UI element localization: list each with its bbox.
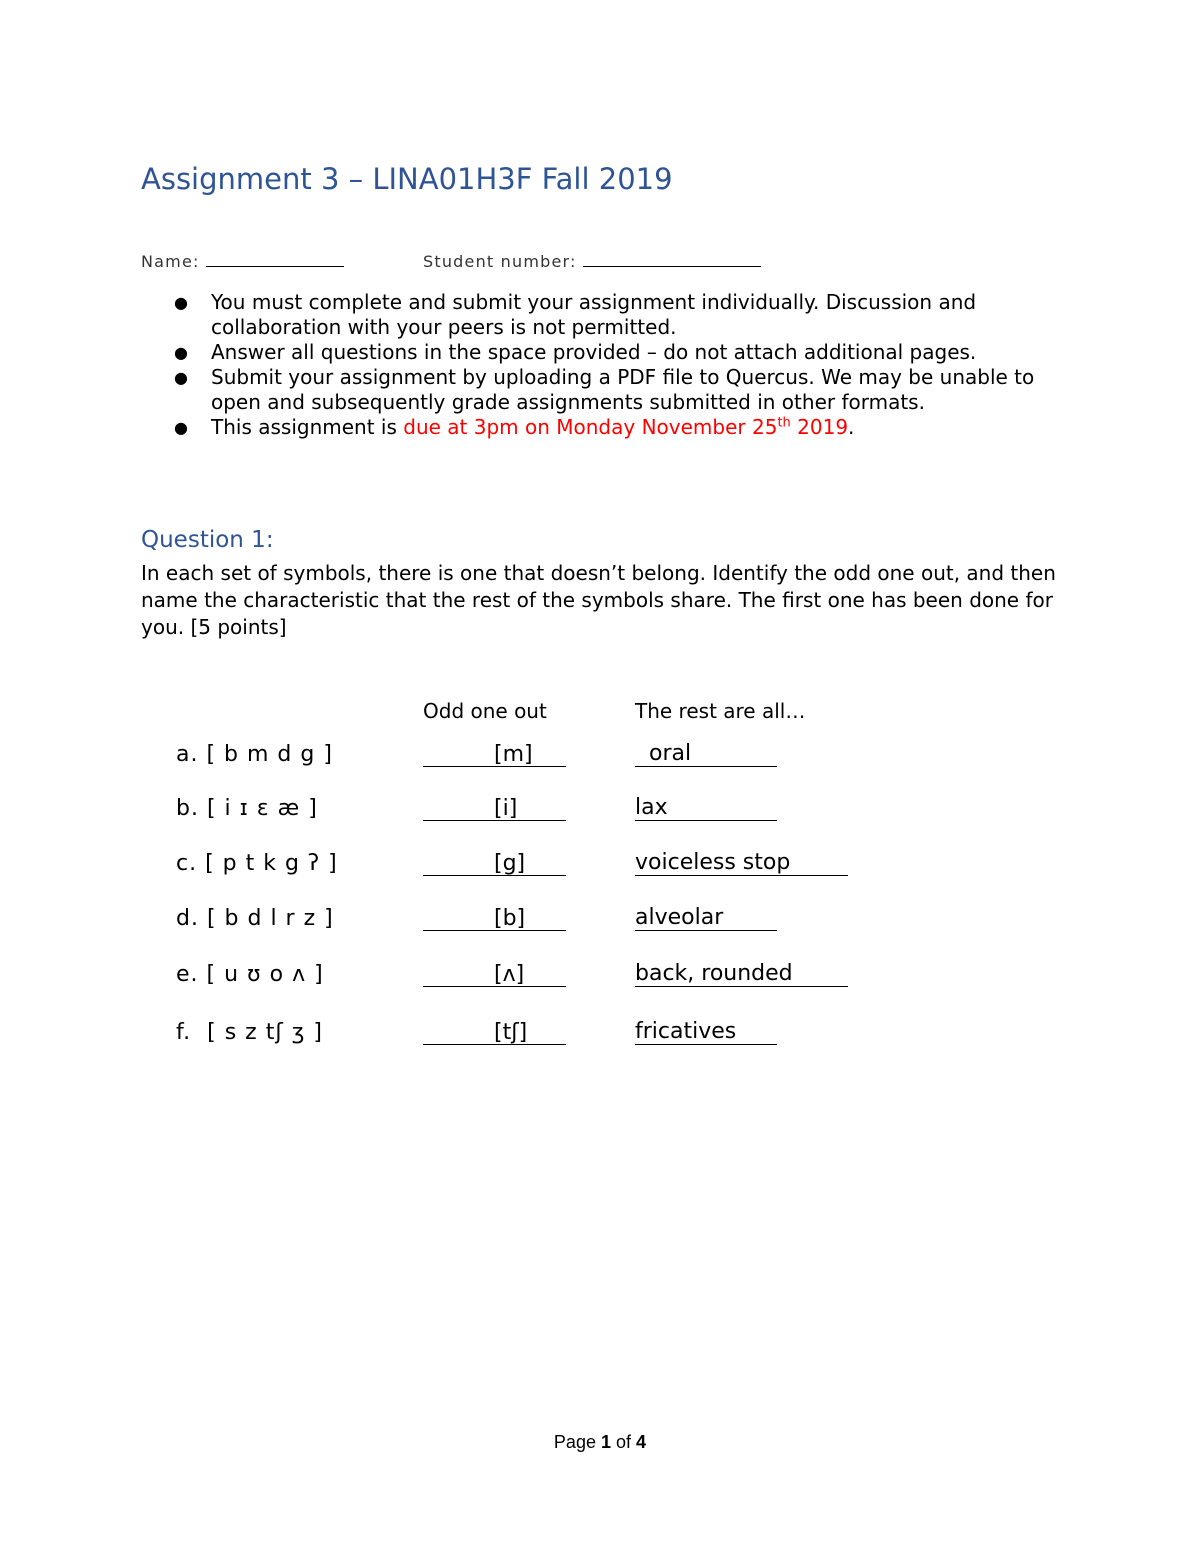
name-blank[interactable] — [206, 252, 344, 267]
rest-answer[interactable]: lax — [635, 796, 777, 821]
page-title: Assignment 3 – LINA01H3F Fall 2019 — [141, 162, 673, 196]
odd-answer[interactable]: [tʃ] — [423, 1020, 566, 1045]
answer-row — [0, 796, 1200, 826]
symbol-set: a. [ b m d g ] — [176, 742, 333, 767]
column-header-odd: Odd one out — [423, 699, 547, 723]
instructions-list — [141, 290, 1061, 440]
symbol-set: e. [ u ʊ o ʌ ] — [176, 962, 324, 987]
column-header-rest: The rest are all… — [635, 699, 806, 723]
name-label: Name: — [141, 252, 200, 271]
question-text: In each set of symbols, there is one that doesn’t belong. Identify the odd one out, and then name the characteristic that the rest of the symbols share. The first one has been done for you. [5 points] — [141, 561, 1056, 639]
name-field[interactable] — [141, 252, 344, 271]
page-footer: Page 1 of 4 — [553, 1432, 647, 1452]
student-number-field[interactable] — [423, 252, 761, 271]
odd-answer[interactable]: [b] — [423, 906, 566, 931]
question-title: Question 1: — [141, 527, 274, 553]
answer-row — [0, 851, 1200, 881]
odd-answer[interactable]: [i] — [423, 796, 566, 821]
symbol-set: b. [ i ɪ ɛ æ ] — [176, 796, 318, 821]
rest-answer[interactable]: oral — [635, 742, 777, 767]
bullet-icon: ● — [174, 293, 188, 312]
instruction-item: ● You must complete and submit your assignment individually. Discussion and collaboration with your peers is not permitted. — [174, 290, 977, 339]
rest-answer[interactable]: voiceless stop — [635, 851, 848, 876]
instruction-item-due: ● This assignment is due at 3pm on Monday November 25th 2019. — [174, 415, 855, 439]
answer-row — [0, 962, 1200, 992]
instruction-item: ● Submit your assignment by uploading a PDF file to Quercus. We may be unable to open and subsequently grade assignments submitted in other formats. — [174, 365, 1035, 414]
odd-answer[interactable]: [g] — [423, 851, 566, 876]
symbol-set: f. [ s z tʃ ʒ ] — [176, 1020, 323, 1045]
odd-answer[interactable]: [ʌ] — [423, 962, 566, 987]
answer-row — [0, 742, 1200, 772]
answer-row — [0, 906, 1200, 936]
answer-row — [0, 1020, 1200, 1050]
rest-answer[interactable]: alveolar — [635, 906, 777, 931]
bullet-icon: ● — [174, 418, 188, 437]
rest-answer[interactable]: back, rounded — [635, 962, 848, 987]
student-number-blank[interactable] — [583, 252, 761, 267]
due-date: due at 3pm on Monday November 25th 2019 — [403, 415, 849, 439]
instruction-item: ● Answer all questions in the space provided – do not attach additional pages. — [174, 340, 977, 364]
symbol-set: c. [ p t k g ʔ ] — [176, 851, 338, 876]
student-number-label: Student number: — [423, 252, 577, 271]
bullet-icon: ● — [174, 368, 188, 387]
symbol-set: d. [ b d l r z ] — [176, 906, 334, 931]
rest-answer[interactable]: fricatives — [635, 1020, 777, 1045]
odd-answer[interactable]: [m] — [423, 742, 566, 767]
bullet-icon: ● — [174, 343, 188, 362]
